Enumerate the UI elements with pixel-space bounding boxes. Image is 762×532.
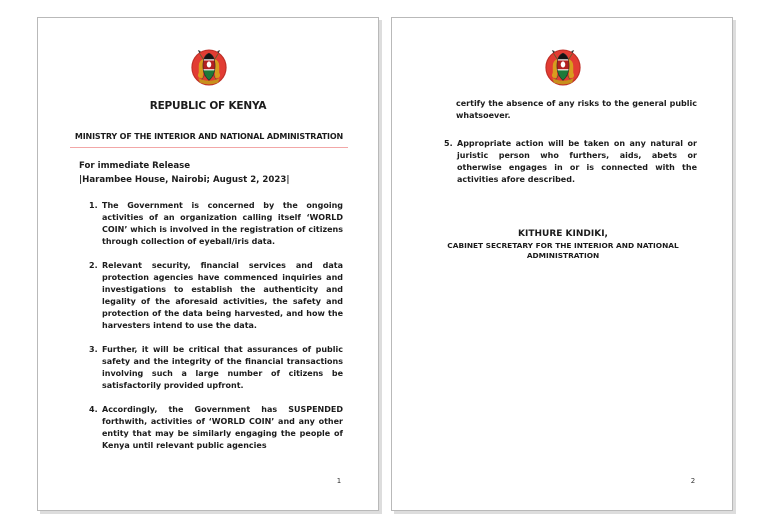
item-text: Further, it will be critical that assurances of public safety and the integrity of the financial transactions involving such a large number of citizens be satisfactorily provided upfront.: [102, 345, 343, 390]
numbered-list: [444, 138, 697, 186]
item-text: The Government is concerned by the ongoing activities of an organization calling itself ‘WORLD COIN’ which is involved in the registration of citizens through collection of eyeball/iris data.: [102, 201, 343, 246]
signature-block: [437, 228, 689, 261]
signatory-title: CABINET SECRETARY FOR THE INTERIOR AND NATIONAL ADMINISTRATION: [447, 241, 679, 260]
list-item: [89, 404, 343, 452]
item-number: 4.: [89, 405, 98, 414]
continuation-paragraph: certify the absence of any risks to the general public whatsoever.: [456, 99, 697, 120]
item-number: 2.: [89, 261, 98, 270]
signatory-name: KITHURE KINDIKI,: [518, 229, 608, 239]
list-item: [89, 260, 343, 332]
page-1: [37, 17, 379, 511]
dateline: |Harambee House, Nairobi; August 2, 2023|: [79, 175, 290, 185]
item-text: Accordingly, the Government has SUSPENDED forthwith, activities of ‘WORLD COIN’ and any other entity that may be similarly engaging the people of Kenya until relevant public agencies: [102, 405, 343, 450]
release-line: For immediate Release: [79, 161, 191, 171]
item-text: Relevant security, financial services and data protection agencies have commenced inquiries and investigations to establish the authenticity and legality of the aforesaid activities, the safety and protection of the data being harvested, and how the harvesters intend to use the data.: [102, 261, 343, 330]
item-number: 3.: [89, 345, 98, 354]
kenya-coat-of-arms-icon: [186, 44, 232, 91]
list-item: [89, 200, 343, 248]
document-title: REPUBLIC OF KENYA: [149, 100, 267, 112]
page-2: [391, 17, 733, 511]
item-text: Appropriate action will be taken on any natural or juristic person who furthers, aids, abets or otherwise engages in or is connected with the activities afore described.: [457, 139, 697, 184]
page-number: 2: [690, 477, 696, 485]
item-number: 1.: [89, 201, 98, 210]
ministry-heading: MINISTRY OF THE INTERIOR AND NATIONAL ADMINISTRATION: [70, 132, 348, 148]
numbered-list: [89, 200, 343, 452]
kenya-coat-of-arms-icon: [540, 44, 586, 91]
list-item: [444, 138, 697, 186]
page-number: 1: [336, 477, 342, 485]
list-item: [89, 344, 343, 392]
release-block: [79, 159, 290, 187]
item-number: 5.: [444, 139, 453, 148]
